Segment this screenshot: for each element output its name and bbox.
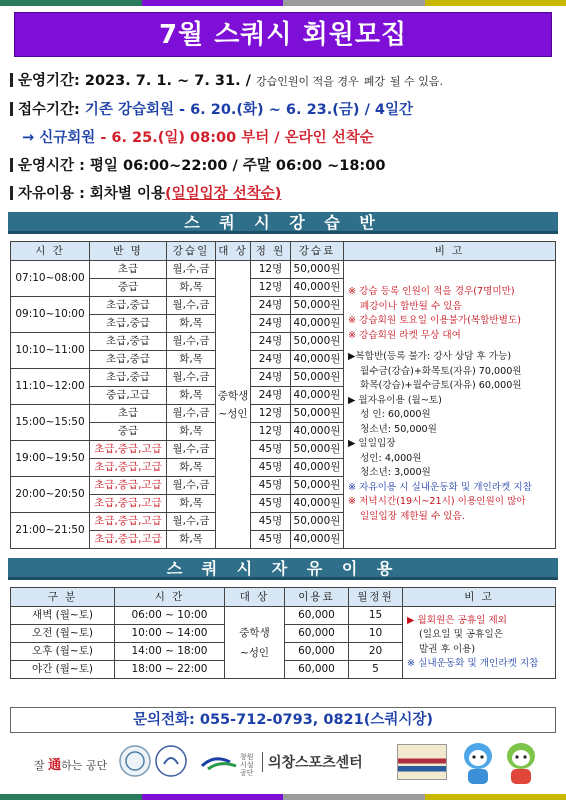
days-cell: 화,목: [167, 495, 216, 513]
footer-logos: [0, 740, 566, 794]
class-cell: 초급,중급: [90, 369, 167, 387]
days-cell: 월,수,금: [167, 261, 216, 279]
spacer: [348, 343, 551, 350]
days-cell: 월,수,금: [167, 333, 216, 351]
bullet-marker: [10, 158, 13, 172]
slogan-post: 하는 공단: [61, 759, 108, 772]
slogan: [34, 754, 107, 773]
days-cell: 화,목: [167, 351, 216, 369]
operation-note-red: 폐강: [363, 75, 385, 88]
fee-cell: 40,000원: [291, 459, 344, 477]
capacity-cell: 24명: [251, 387, 291, 405]
note-line: 월수금(강습)+화목토(자유) 70,000원: [360, 365, 522, 377]
time-cell: 20:00~20:50: [11, 477, 90, 513]
capacity-cell: 12명: [251, 279, 291, 297]
capacity-cell: 45명: [251, 531, 291, 549]
note-line: ▶ 월자유이용 (월~토): [348, 394, 442, 406]
header-monthly-capacity: 월정원: [349, 588, 403, 607]
header-capacity: 정 원: [251, 242, 291, 261]
category-cell: 오전 (월~토): [11, 625, 115, 643]
capacity-cell: 24명: [251, 315, 291, 333]
top-color-bar: [0, 0, 566, 6]
note-line: 성 인: 60,000원: [360, 409, 431, 420]
note-line: ※ 실내운동화 및 개인라켓 지참: [407, 658, 539, 669]
category-cell: 오후 (월~토): [11, 643, 115, 661]
capacity-cell: 10: [349, 625, 403, 643]
note-line: ※ 강습 등록 인원이 적을 경우(7명미만): [348, 286, 515, 297]
note-line: (일요일 및 공휴일은: [419, 629, 503, 640]
target-cell: [225, 607, 285, 679]
time-cell: 21:00~21:50: [11, 513, 90, 549]
capacity-cell: 24명: [251, 351, 291, 369]
capacity-cell: 24명: [251, 369, 291, 387]
header-fee: 강습료: [291, 242, 344, 261]
fee-cell: 40,000원: [291, 531, 344, 549]
category-cell: 새벽 (월~토): [11, 607, 115, 625]
note-line: 청소년: 3,000원: [360, 467, 431, 478]
operation-label: 운영기간: 2023. 7. 1. ~ 7. 31. /: [18, 73, 251, 89]
time-cell: 18:00 ~ 22:00: [115, 661, 225, 679]
header-note: 비 고: [403, 588, 556, 607]
operation-note-post: 될 수 있음.: [390, 75, 444, 88]
note-line: 폐강이나 합반될 수 있음: [360, 300, 462, 312]
days-cell: 월,수,금: [167, 477, 216, 495]
free-use-table: [10, 587, 556, 679]
note-line: 발권 후 이용): [419, 643, 476, 655]
fee-cell: 50,000원: [291, 441, 344, 459]
target-line: ~성인: [239, 646, 270, 659]
arrow-icon: →: [22, 130, 35, 146]
class-cell: 초급,중급,고급: [90, 495, 167, 513]
class-cell: 초급,중급,고급: [90, 441, 167, 459]
free-use-label: 자유이용 : 회차별 이용: [18, 186, 166, 202]
days-cell: 월,수,금: [167, 405, 216, 423]
fee-cell: 40,000원: [291, 315, 344, 333]
free-use-section-header: 스 쿼 시 자 유 이 용: [8, 558, 558, 580]
mascot-icon: [500, 740, 542, 788]
header-time: 시 간: [115, 588, 225, 607]
days-cell: 월,수,금: [167, 369, 216, 387]
time-cell: 10:00 ~ 14:00: [115, 625, 225, 643]
fee-cell: 50,000원: [291, 261, 344, 279]
days-cell: 화,목: [167, 279, 216, 297]
class-cell: 초급: [90, 261, 167, 279]
sports-center-logo: 의창스포츠센터: [268, 755, 363, 771]
bullet-marker: [10, 186, 13, 200]
operation-note: 강습인원이 적을 경우: [256, 75, 359, 88]
corp-small-text: 창원시설공단: [240, 753, 254, 777]
fee-cell: 40,000원: [291, 279, 344, 297]
days-cell: 화,목: [167, 423, 216, 441]
capacity-cell: 45명: [251, 459, 291, 477]
fee-cell: 60,000: [285, 625, 349, 643]
note-line: ▶ 일일입장: [348, 438, 396, 449]
seal-logo-icon: [154, 744, 188, 778]
target-line: 중학생: [239, 626, 270, 639]
capacity-cell: 12명: [251, 423, 291, 441]
slogan-mid: 通: [48, 758, 62, 773]
class-cell: 초급,중급: [90, 351, 167, 369]
lesson-section-header: 스 쿼 시 강 습 반: [8, 212, 558, 234]
contact-phone: 문의전화: 055-712-0793, 0821(스쿼시장): [10, 707, 556, 733]
registration-text: 기존 강습회원 - 6. 20.(화) ~ 6. 23.(금) / 4일간: [84, 102, 414, 118]
days-cell: 화,목: [167, 315, 216, 333]
free-use-red: (일일입장 선착순): [165, 186, 282, 202]
time-cell: 10:10~11:00: [11, 333, 90, 369]
fee-cell: 50,000원: [291, 405, 344, 423]
class-cell: 초급,중급: [90, 315, 167, 333]
class-cell: 초급,중급,고급: [90, 513, 167, 531]
table-row: [11, 261, 556, 279]
fee-cell: 40,000원: [291, 423, 344, 441]
fee-cell: 60,000: [285, 643, 349, 661]
capacity-cell: 45명: [251, 441, 291, 459]
header-time: 시 간: [11, 242, 90, 261]
class-cell: 초급,중급,고급: [90, 477, 167, 495]
fee-cell: 50,000원: [291, 297, 344, 315]
mascot-icon: [458, 740, 498, 788]
header-target: 대 상: [225, 588, 285, 607]
fee-cell: 50,000원: [291, 513, 344, 531]
note-line: 성인: 4,000원: [360, 452, 422, 464]
free-use-line: [10, 182, 281, 203]
fee-cell: 50,000원: [291, 477, 344, 495]
fee-cell: 40,000원: [291, 387, 344, 405]
note-line: ※ 강습회원 토요일 이용불가(복합반별도): [348, 315, 521, 326]
corporation-mark-icon: [200, 752, 240, 772]
lesson-table: [10, 241, 556, 549]
class-cell: 초급,중급: [90, 333, 167, 351]
time-cell: 11:10~12:00: [11, 369, 90, 405]
capacity-cell: 20: [349, 643, 403, 661]
capacity-cell: 24명: [251, 297, 291, 315]
operating-hours: [10, 154, 385, 175]
days-cell: 월,수,금: [167, 513, 216, 531]
time-cell: 14:00 ~ 18:00: [115, 643, 225, 661]
header-target: 대 상: [216, 242, 251, 261]
target-line: ~성인: [218, 407, 248, 420]
header-fee: 이용료: [285, 588, 349, 607]
class-cell: 중급,고급: [90, 387, 167, 405]
fee-cell: 50,000원: [291, 369, 344, 387]
capacity-cell: 45명: [251, 495, 291, 513]
time-cell: 19:00~19:50: [11, 441, 90, 477]
fee-cell: 40,000원: [291, 495, 344, 513]
time-cell: 06:00 ~ 10:00: [115, 607, 225, 625]
page-title: 7월 스쿼시 회원모집: [14, 12, 552, 57]
table-row: [11, 607, 556, 625]
capacity-cell: 45명: [251, 477, 291, 495]
notes-cell: [403, 607, 556, 679]
target-line: 중학생: [217, 389, 249, 402]
capacity-cell: 15: [349, 607, 403, 625]
lesson-table-header: [11, 242, 556, 261]
class-cell: 중급: [90, 279, 167, 297]
fee-cell: 60,000: [285, 607, 349, 625]
header-days: 강습일: [167, 242, 216, 261]
class-cell: 초급,중급,고급: [90, 459, 167, 477]
bullet-marker: [10, 73, 13, 87]
note-line: ※ 자유이용 시 실내운동화 및 개인라켓 지참: [348, 481, 532, 493]
new-member-line: [22, 126, 374, 147]
days-cell: 화,목: [167, 387, 216, 405]
target-cell: [216, 261, 251, 549]
days-cell: 화,목: [167, 459, 216, 477]
capacity-cell: 5: [349, 661, 403, 679]
new-member-label: 신규회원: [39, 130, 96, 146]
fee-cell: 40,000원: [291, 351, 344, 369]
notes-cell: [344, 261, 556, 549]
bottom-color-bar: [0, 794, 566, 800]
header-category: 구 분: [11, 588, 115, 607]
free-table-header: [11, 588, 556, 607]
divider: [262, 752, 263, 772]
class-cell: 초급,중급,고급: [90, 531, 167, 549]
certification-logo-icon: [118, 744, 152, 778]
time-cell: 07:10~08:00: [11, 261, 90, 297]
note-line: ▶ 월회원은 공휴일 제외: [407, 614, 507, 626]
note-line: ※ 강습회원 라켓 무상 대여: [348, 329, 461, 341]
bullet-marker: [10, 102, 13, 116]
header-note: 비 고: [344, 242, 556, 261]
note-line: ※ 저녁시간(19시~21시) 이용인원이 많아: [348, 496, 526, 507]
class-cell: 초급: [90, 405, 167, 423]
note-line: 일일입장 제한될 수 있음.: [360, 510, 465, 522]
time-cell: 09:10~10:00: [11, 297, 90, 333]
fee-cell: 60,000: [285, 661, 349, 679]
slogan-pre: 잘: [34, 759, 45, 772]
time-cell: 15:00~15:50: [11, 405, 90, 441]
capacity-cell: 45명: [251, 513, 291, 531]
category-cell: 야간 (월~토): [11, 661, 115, 679]
note-line: ▶복합반(등록 불가: 강사 상담 후 가능): [348, 351, 512, 362]
class-cell: 초급,중급: [90, 297, 167, 315]
hours-text: 운영시간 : 평일 06:00~22:00 / 주말 06:00 ~18:00: [18, 158, 386, 174]
capacity-cell: 24명: [251, 333, 291, 351]
registration-label: 접수기간:: [18, 102, 80, 118]
registration-period: [10, 98, 413, 119]
capacity-cell: 12명: [251, 405, 291, 423]
days-cell: 월,수,금: [167, 441, 216, 459]
capacity-cell: 12명: [251, 261, 291, 279]
new-member-text: - 6. 25.(일) 08:00 부터 / 온라인 선착순: [100, 130, 374, 146]
operation-period: [10, 69, 443, 90]
class-cell: 중급: [90, 423, 167, 441]
days-cell: 화,목: [167, 531, 216, 549]
note-line: 화목(강습)+월수금토(자유) 60,000원: [360, 380, 522, 391]
emblem-image: [397, 744, 447, 780]
fee-cell: 50,000원: [291, 333, 344, 351]
days-cell: 월,수,금: [167, 297, 216, 315]
header-class: 반 명: [90, 242, 167, 261]
note-line: 청소년: 50,000원: [360, 423, 437, 435]
